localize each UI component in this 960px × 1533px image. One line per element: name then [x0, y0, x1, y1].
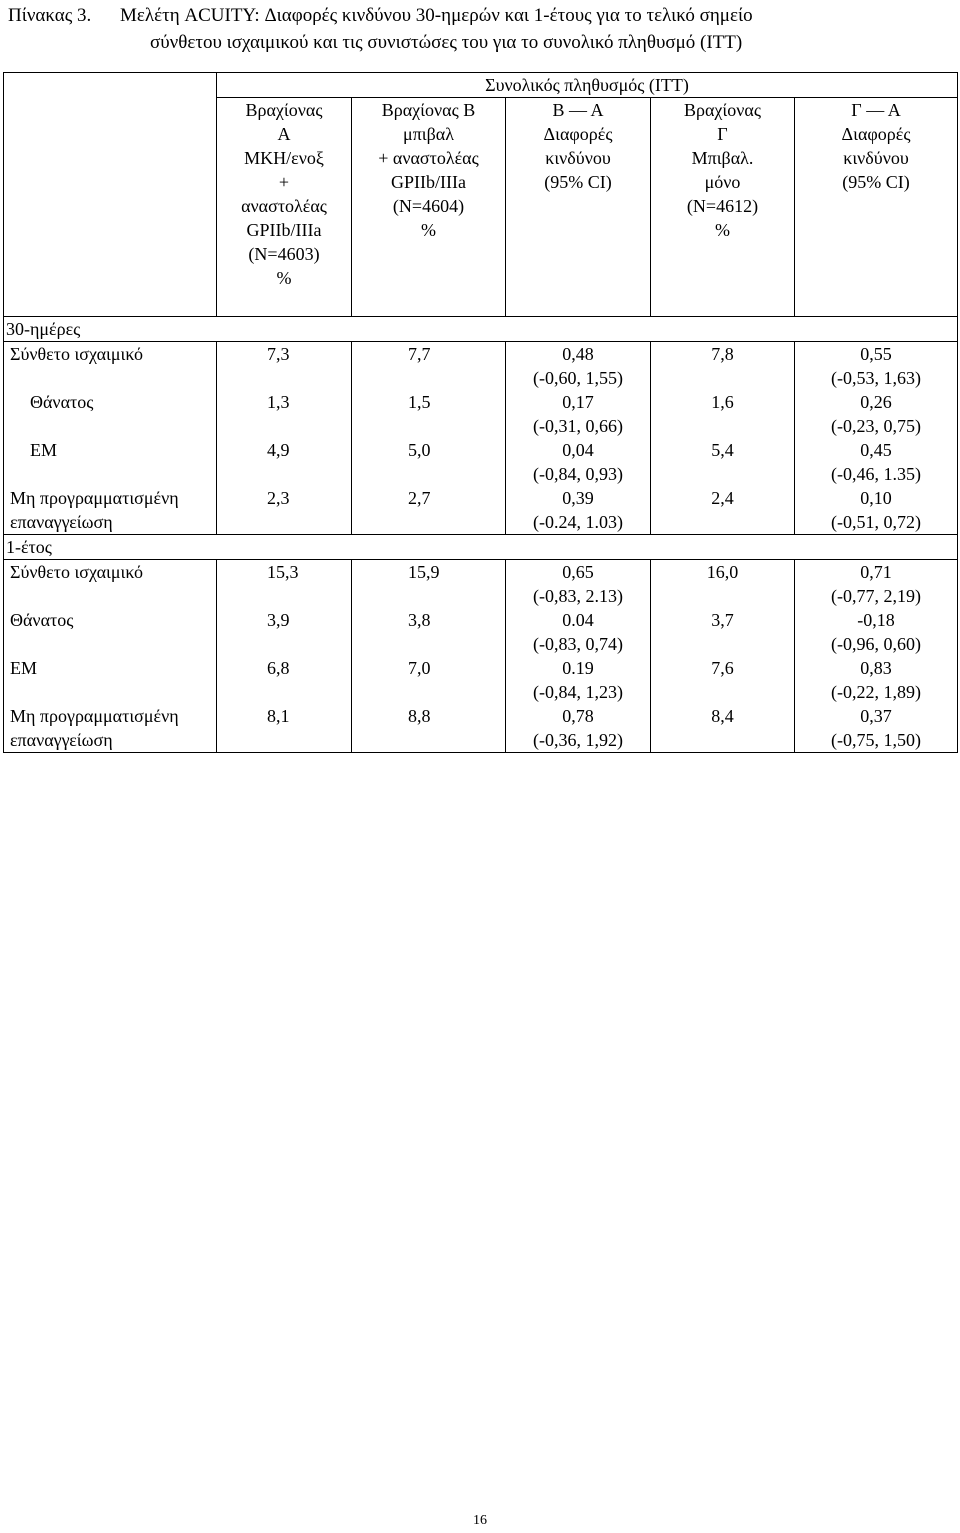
column-header	[651, 98, 795, 317]
arm-c-value: 5,4	[651, 438, 795, 486]
diff-ba-ci: (-0,84, 0,93)	[533, 464, 623, 484]
column-header-line: αναστολέας	[241, 196, 327, 216]
outcome-label: Σύνθετο ισχαιμικό	[4, 560, 217, 609]
diff-ba-ci: (-0.24, 1.03)	[533, 512, 623, 532]
column-header-line: (N=4612)	[686, 196, 759, 216]
column-header-line: %	[276, 268, 292, 288]
arm-b-value: 15,9	[352, 560, 506, 609]
diff-ca-estimate: 0,83	[860, 658, 892, 678]
column-header-line: Βραχίονας Β	[381, 100, 476, 120]
diff-ca-ci: (-0,75, 1,50)	[831, 730, 921, 750]
column-header-line: Γ	[717, 124, 728, 144]
column-header-line: Διαφορές	[841, 124, 911, 144]
caption-line-2: σύνθετου ισχαιμικού και τις συνιστώσες του για το συνολικό πληθυσμό (ITT)	[150, 32, 743, 53]
arm-a-value: 15,3	[217, 560, 352, 609]
diff-ca-ci: (-0,77, 2,19)	[831, 586, 921, 606]
diff-ba-ci: (-0,31, 0,66)	[533, 416, 623, 436]
diff-ca-cell	[795, 608, 958, 656]
table-row	[4, 704, 958, 753]
table-row	[4, 608, 958, 656]
diff-ca-ci: (-0,22, 1,89)	[831, 682, 921, 702]
arm-c-value: 7,8	[651, 342, 795, 391]
diff-ba-estimate: 0,48	[562, 344, 594, 364]
diff-ba-cell	[506, 438, 651, 486]
column-header-line: Μπιβαλ.	[691, 148, 754, 168]
diff-ba-estimate: 0,65	[562, 562, 594, 582]
group-header: Συνολικός πληθυσμός (ITT)	[217, 73, 958, 98]
outcome-label: Σύνθετο ισχαιμικό	[4, 342, 217, 391]
arm-c-value: 2,4	[651, 486, 795, 535]
diff-ca-cell	[795, 704, 958, 753]
arm-b-value: 7,7	[352, 342, 506, 391]
column-header-line: GPIIb/IIIa	[246, 220, 322, 240]
diff-ca-cell	[795, 486, 958, 535]
diff-ba-cell	[506, 704, 651, 753]
caption-label: Πίνακας 3.	[8, 5, 92, 26]
diff-ca-ci: (-0,51, 0,72)	[831, 512, 921, 532]
outcome-label: Θάνατος	[4, 608, 217, 656]
diff-ba-cell	[506, 486, 651, 535]
table-caption	[8, 2, 953, 56]
diff-ba-cell	[506, 560, 651, 609]
caption-line-1: Μελέτη ACUITY: Διαφορές κινδύνου 30-ημερών και 1-έτους για το τελικό σημείο	[120, 5, 753, 26]
column-header-line: GPIIb/IIIa	[391, 172, 466, 192]
arm-a-value: 4,9	[217, 438, 352, 486]
diff-ca-estimate: 0,71	[860, 562, 892, 582]
diff-ba-estimate: 0,17	[562, 392, 594, 412]
column-header-line: Βραχίονας	[245, 100, 323, 120]
arm-b-value: 1,5	[352, 390, 506, 438]
diff-ca-cell	[795, 390, 958, 438]
column-header-line: %	[421, 220, 436, 240]
table-body	[4, 317, 958, 753]
column-header-line: μπιβαλ	[403, 124, 454, 144]
column-header	[352, 98, 506, 317]
column-header-line: (N=4604)	[392, 196, 465, 216]
arm-b-value: 7,0	[352, 656, 506, 704]
arm-c-value: 8,4	[651, 704, 795, 753]
column-header	[795, 98, 958, 317]
arm-c-value: 3,7	[651, 608, 795, 656]
table-row	[4, 438, 958, 486]
column-header-line: Γ — Α	[851, 100, 901, 120]
outcome-label: ΕΜ	[4, 438, 217, 486]
column-header-line: κινδύνου	[843, 148, 909, 168]
diff-ca-ci: (-0,96, 0,60)	[831, 634, 921, 654]
column-header	[217, 98, 352, 317]
arm-c-value: 1,6	[651, 390, 795, 438]
arm-a-value: 2,3	[217, 486, 352, 535]
diff-ba-cell	[506, 608, 651, 656]
arm-a-value: 7,3	[217, 342, 352, 391]
table-row	[4, 342, 958, 391]
column-header	[506, 98, 651, 317]
diff-ca-estimate: 0,26	[860, 392, 892, 412]
diff-ba-estimate: 0,39	[562, 488, 594, 508]
outcome-label: ΕΜ	[4, 656, 217, 704]
section-row	[4, 317, 958, 342]
diff-ca-ci: (-0,53, 1,63)	[831, 368, 921, 388]
diff-ca-estimate: 0,10	[860, 488, 892, 508]
arm-a-value: 8,1	[217, 704, 352, 753]
diff-ca-ci: (-0,46, 1.35)	[831, 464, 921, 484]
arm-a-value: 1,3	[217, 390, 352, 438]
results-table	[3, 72, 958, 753]
column-header-line: Βραχίονας	[684, 100, 761, 120]
table-row	[4, 656, 958, 704]
outcome-label: Θάνατος	[4, 390, 217, 438]
column-header-line: ΜΚΗ/ενοξ	[244, 148, 324, 168]
diff-ba-estimate: 0,78	[562, 706, 594, 726]
outcome-label: Μη προγραμματισμένη επαναγγείωση	[4, 486, 217, 535]
diff-ca-estimate: 0,45	[860, 440, 892, 460]
column-header-line: (95% CI)	[842, 172, 910, 192]
section-title: 1-έτος	[4, 535, 958, 560]
table-row	[4, 390, 958, 438]
table-row	[4, 560, 958, 609]
table-row	[4, 486, 958, 535]
diff-ba-estimate: 0.19	[562, 658, 594, 678]
diff-ba-ci: (-0,36, 1,92)	[533, 730, 623, 750]
arm-c-value: 16,0	[651, 560, 795, 609]
diff-ba-ci: (-0,60, 1,55)	[533, 368, 623, 388]
diff-ba-ci: (-0,83, 2.13)	[533, 586, 623, 606]
outcome-label: Μη προγραμματισμένη επαναγγείωση	[4, 704, 217, 753]
diff-ca-estimate: 0,37	[860, 706, 892, 726]
arm-b-value: 3,8	[352, 608, 506, 656]
arm-b-value: 8,8	[352, 704, 506, 753]
column-header-line: +	[278, 172, 290, 192]
column-header-line: Διαφορές	[543, 124, 613, 144]
column-header-line: (N=4603)	[248, 244, 320, 264]
column-header-line: + αναστολέας	[378, 148, 479, 168]
column-header-line: Α	[277, 124, 291, 144]
diff-ba-ci: (-0,83, 0,74)	[533, 634, 623, 654]
arm-b-value: 2,7	[352, 486, 506, 535]
diff-ca-estimate: 0,55	[860, 344, 892, 364]
column-header-line: %	[715, 220, 730, 240]
column-header-line: Β — Α	[552, 100, 604, 120]
diff-ba-cell	[506, 390, 651, 438]
diff-ba-estimate: 0.04	[562, 610, 594, 630]
arm-c-value: 7,6	[651, 656, 795, 704]
diff-ca-cell	[795, 342, 958, 391]
arm-b-value: 5,0	[352, 438, 506, 486]
arm-a-value: 6,8	[217, 656, 352, 704]
column-header-line: κινδύνου	[545, 148, 611, 168]
diff-ca-cell	[795, 656, 958, 704]
diff-ca-ci: (-0,23, 0,75)	[831, 416, 921, 436]
section-title: 30-ημέρες	[4, 317, 958, 342]
diff-ba-cell	[506, 656, 651, 704]
page-number: 16	[473, 1513, 487, 1528]
column-header-line: μόνο	[704, 172, 741, 192]
diff-ba-ci: (-0,84, 1,23)	[533, 682, 623, 702]
column-header-line: (95% CI)	[544, 172, 612, 192]
diff-ca-cell	[795, 438, 958, 486]
arm-a-value: 3,9	[217, 608, 352, 656]
diff-ca-cell	[795, 560, 958, 609]
diff-ca-estimate: -0,18	[857, 610, 895, 630]
diff-ba-cell	[506, 342, 651, 391]
section-row	[4, 535, 958, 560]
diff-ba-estimate: 0,04	[562, 440, 594, 460]
header-empty-cell	[4, 73, 217, 317]
